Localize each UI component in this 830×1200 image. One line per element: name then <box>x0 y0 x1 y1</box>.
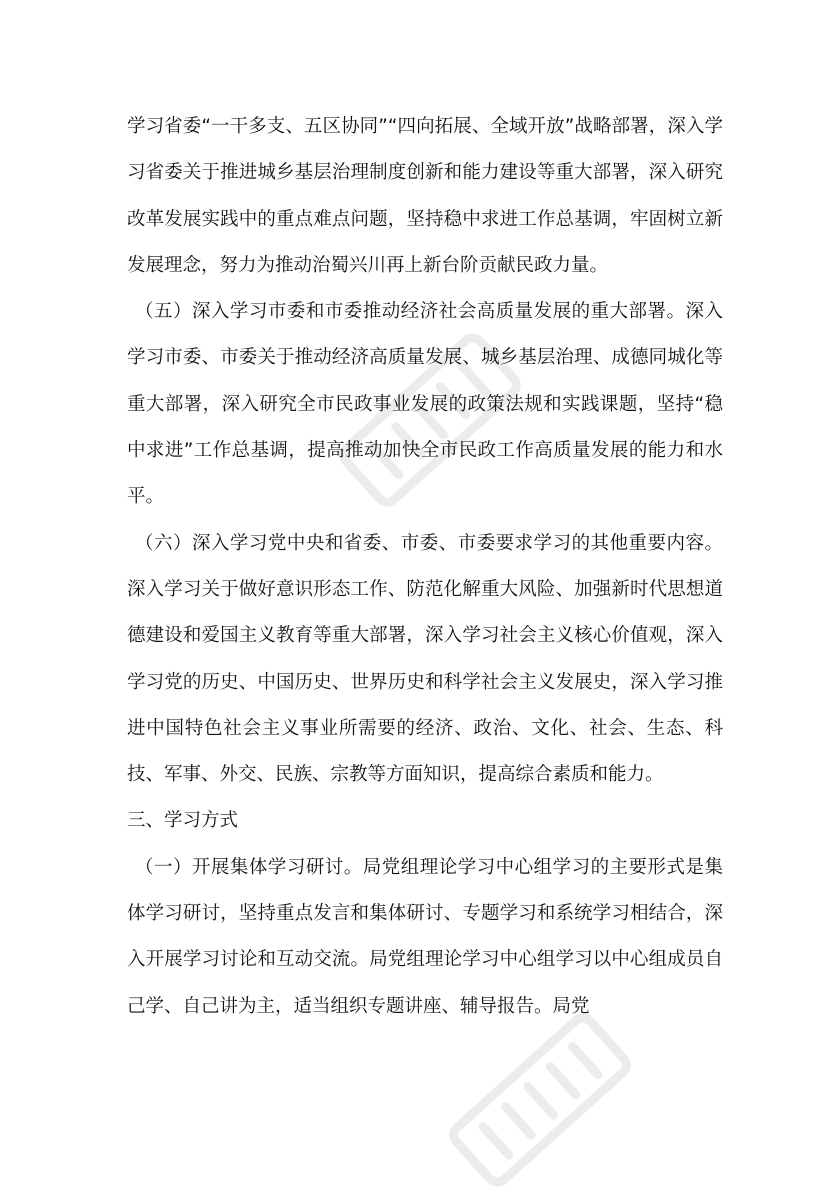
paragraph-section-six: （六）深入学习党中央和省委、市委、市委要求学习的其他重要内容。深入学习关于做好意识形态工作、防范化解重大风险、加强新时代思想道德建设和爱国主义教育等重大部署，深入学习社会主义核心价值观，深入学习党的历史、中国历史、世界历史和科学社会主义发展史，深入学习推进中国特色社会主义事业所需要的经济、政治、文化、社会、生态、科技、军事、外交、民族、宗教等方面知识，提高综合素质和能力。 <box>127 532 723 786</box>
watermark-mark-lower <box>410 1000 670 1200</box>
section-heading-study-methods: 三、学习方式 <box>127 810 239 832</box>
document-body <box>127 104 723 1030</box>
paragraph-collective-study: （一）开展集体学习研讨。局党组理论学习中心组学习的主要形式是集体学习研讨，坚持重点发言和集体研讨、专题学习和系统学习相结合，深入开展学习讨论和互动交流。局党组理论学习中心组学习以中心组成员自己学、自己讲为主，适当组织专题讲座、辅导报告。局党 <box>127 856 723 1017</box>
paragraph-provincial-deployment: 学习省委“一干多支、五区协同”“四向拓展、全域开放”战略部署，深入学习省委关于推进城乡基层治理制度创新和能力建设等重大部署，深入研究改革发展实践中的重点难点问题，坚持稳中求进工作总基调，牢固树立新发展理念，努力为推动治蜀兴川再上新台阶贡献民政力量。 <box>127 116 723 276</box>
paragraph-section-five: （五）深入学习市委和市委推动经济社会高质量发展的重大部署。深入学习市委、市委关于推动经济高质量发展、城乡基层治理、成德同城化等重大部署，深入研究全市民政事业发展的政策法规和实践课题，坚持“稳中求进”工作总基调，提高推动加快全市民政工作高质量发展的能力和水平。 <box>127 301 723 508</box>
